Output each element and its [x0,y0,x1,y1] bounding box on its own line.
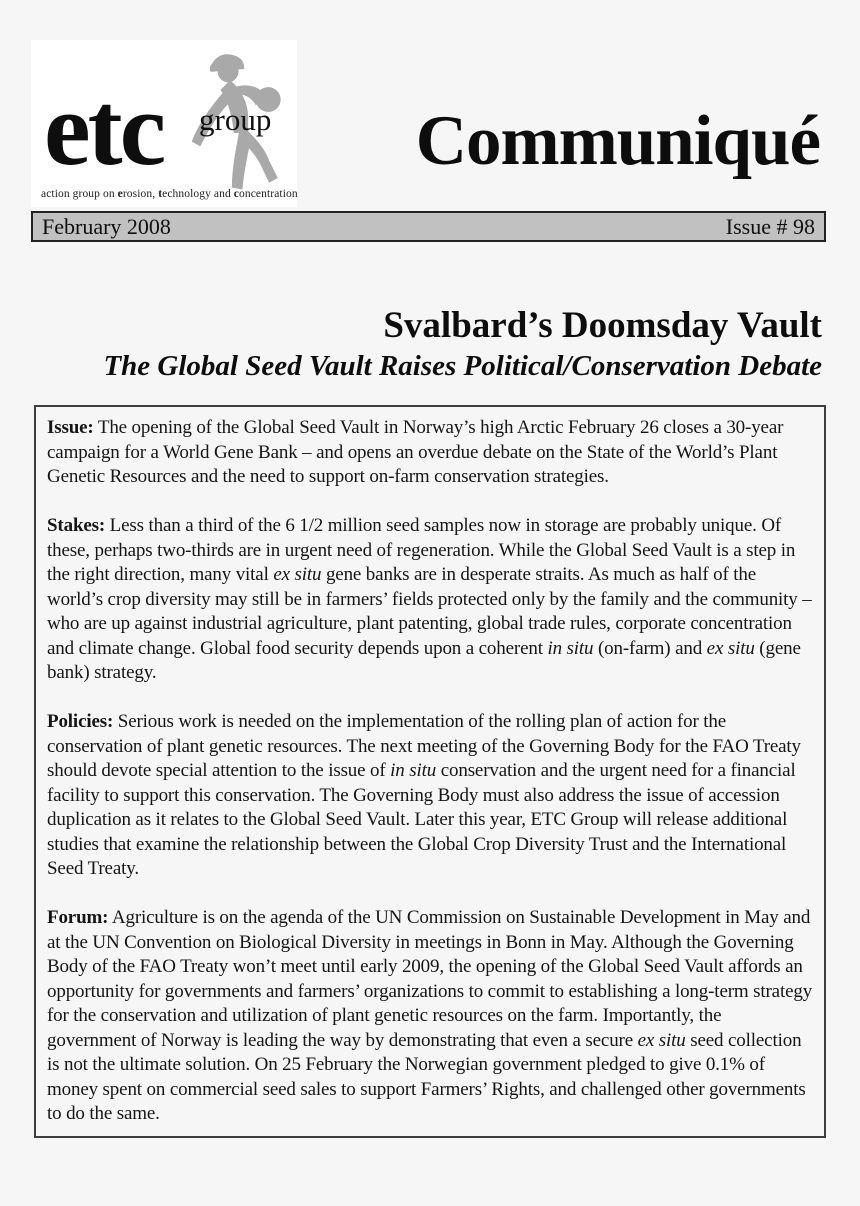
article-paragraph-forum: Forum: Agriculture is on the agenda of the UN Commission on Sustainable Development in May and at the UN Convention on Biological Diversity in meetings in Bonn in May. Although the Governing Body of the FAO Treaty won’t meet until early 2009, the opening of the Global Seed Vault affords an opportunity for governments and farmers’ organizations to commit to establishing a long-term strategy for the conservation and utilization of plant genetic resources on the farm. Importantly, the government of Norway is leading the way by demonstrating that even a secure ex situ seed collection is not the ultimate solution. On 25 February the Norwegian government pledged to give 0.1% of money spent on commercial seed sales to support Farmers’ Rights, and challenged other governments to do the same. [47,907,813,1124]
article-subtitle: The Global Seed Vault Raises Political/Conservation Debate [103,349,822,382]
etc-group-logo [31,40,297,207]
issue-date: February 2008 [42,213,171,239]
issue-number: Issue # 98 [725,213,815,239]
article-head [42,305,822,383]
article-paragraph-issue: Issue: The opening of the Global Seed Vault in Norway’s high Arctic February 26 closes a 30-year campaign for a World Gene Bank – and opens an overdue debate on the State of the World’s Plant Genetic Resources and the need to support on-farm conservation strategies. [47,417,784,487]
masthead-title: Communiqué [415,102,820,180]
article-body-box [34,405,826,1138]
article-paragraph-policies: Policies: Serious work is needed on the implementation of the rolling plan of action for the conservation of plant genetic resources. The next meeting of the Governing Body for the FAO Treaty should devote special attention to the issue of in situ conservation and the urgent need for a financial facility to support this conservation. The Governing Body must also address the issue of accession duplication as it relates to the Global Seed Vault. Later this year, ETC Group will release additional studies that examine the relationship between the Global Crop Diversity Trust and the International Seed Treaty. [47,711,801,879]
article-title: Svalbard’s Doomsday Vault [383,305,822,346]
logo-wordmark-suffix: group [199,102,272,137]
article-paragraph-stakes: Stakes: Less than a third of the 6 1/2 million seed samples now in storage are probably unique. Of these, perhaps two-thirds are in urgent need of regeneration. While the Global Seed Vault is a step in the right direction, many vital ex situ gene banks are in desperate straits. As much as half of the world’s crop diversity may still be in farmers’ fields protected only by the family and the community – who are up against industrial agriculture, plant patenting, global trade rules, corporate concentration and climate change. Global food security depends upon a coherent in situ (on-farm) and ex situ (gene bank) strategy. [47,515,812,683]
logo-wordmark: etc [44,70,164,187]
issue-bar [31,211,826,242]
logo-tagline: action group on erosion, technology and concentration [41,187,298,200]
